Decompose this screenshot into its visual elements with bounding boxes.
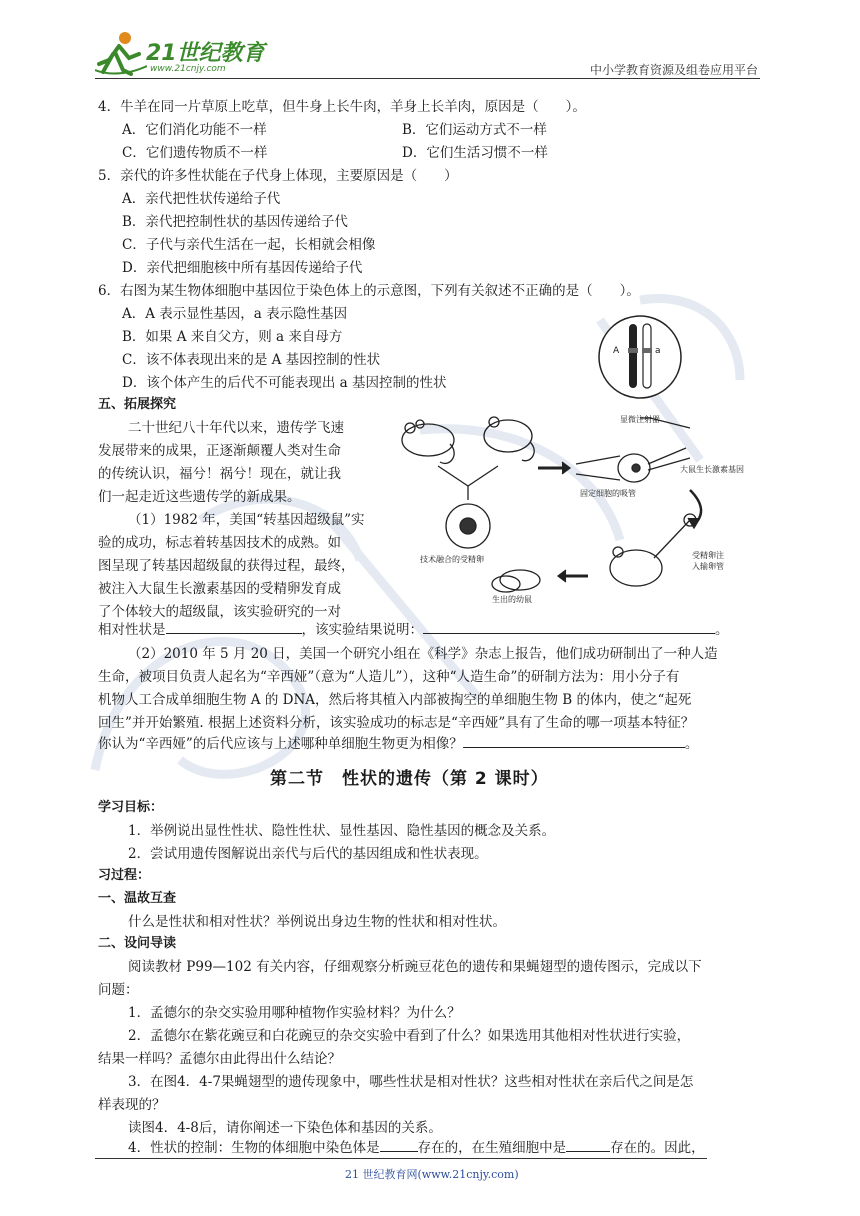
q4-stem: 4．牛羊在同一片草原上吃草，但牛身上长牛肉，羊身上长羊肉，原因是（ ）。 xyxy=(98,99,586,115)
guide-line-2: 问题： xyxy=(98,982,139,998)
extend-heading: 五、拓展探究 xyxy=(98,397,177,412)
chromosome-figure xyxy=(597,314,683,400)
guide-line-1: 阅读教材 P99—102 有关内容，仔细观察分析豌豆花色的遗传和果蝇翅型的遗传图示，完成以下 xyxy=(128,959,702,975)
label-baby-mice: 生出的幼鼠 xyxy=(492,595,532,604)
guide-q3-line1: 3．在图4．4-7果蝇翅型的遗传现象中，哪些性状是相对性状？这些相对性状在亲后代之间是怎 xyxy=(128,1074,694,1090)
header-rule xyxy=(95,78,760,79)
extend-p3-line1: （2）2010 年 5 月 20 日，美国一个研究小组在《科学》杂志上报告，他们成功研制出了一种人造 xyxy=(128,646,718,662)
process-heading: 习过程： xyxy=(98,868,151,883)
transgenic-diagram xyxy=(390,408,750,608)
q6-option-b: B．如果 A 来自父方，则 a 来自母方 xyxy=(122,329,343,345)
transgenic-mouse-figure xyxy=(390,408,750,608)
guide-q4 xyxy=(128,1137,705,1159)
guide-q3-line2: 样表现的？ xyxy=(98,1097,166,1113)
footer-rule xyxy=(95,1158,707,1159)
goals-heading: 学习目标： xyxy=(98,800,164,815)
q5-option-a: A．亲代把性状传递给子代 xyxy=(122,191,281,207)
somatic-pair-blank[interactable] xyxy=(380,1137,418,1152)
section-title: 第二节 性状的遗传（第 2 课时） xyxy=(270,769,549,789)
guide-heading: 二、设问导读 xyxy=(98,936,177,951)
q6-option-d: D．该个体产生的后代不可能表现出 a 基因控制的性状 xyxy=(122,375,447,391)
q4-option-c: C．它们遗传物质不一样 xyxy=(122,145,268,161)
q4-option-b: B．它们运动方式不一样 xyxy=(402,122,547,138)
q6-option-c: C．该不体表现出来的是 A 基因控制的性状 xyxy=(122,352,381,368)
label-fertilized-egg: 技术融合的受精卵 xyxy=(420,555,484,564)
extend-p3-line4: 回生”并开始繁殖. 根据上述资料分析，该实验成功的标志是“辛西娅”具有了生命的哪一项基本特征？ xyxy=(98,715,695,731)
logo-url: www.21cnjy.com xyxy=(150,64,226,74)
chromosome-diagram xyxy=(597,314,683,400)
extend-p2-line4: 被注入大鼠生长激素基因的受精卵发育成 xyxy=(98,581,341,597)
footer-text: 21 世纪教育网(www.21cnjy.com) xyxy=(345,1168,519,1181)
guide-q1: 1．孟德尔的杂交实验用哪种植物作实验材料？为什么？ xyxy=(128,1005,461,1021)
trait-prompt: 相对性状是 xyxy=(98,622,166,638)
review-text: 什么是性状和相对性状？举例说出身边生物的性状和相对性状。 xyxy=(128,914,506,930)
extend-p1-line1: 二十世纪八十年代以来，遗传学飞速 xyxy=(128,420,344,436)
extend-p3-line2: 生命，被项目负责人起名为“辛西娅”（意为“人造儿”），这种“人造生命”的研制方法为：用小分子有 xyxy=(98,669,680,685)
extend-p1-line3: 的传统认识，福兮！祸兮！现在，就让我 xyxy=(98,466,341,482)
extend-p2-line6 xyxy=(98,619,729,641)
period: 。 xyxy=(715,622,729,638)
guide-q2-line2: 结果一样吗？孟德尔由此得出什么结论？ xyxy=(98,1051,341,1067)
logo-text: 21世纪教育 xyxy=(146,41,265,66)
q5-option-c: C．子代与亲代生活在一起，长相就会相像 xyxy=(122,237,376,253)
extend-p3-line5 xyxy=(98,733,698,755)
similarity-prompt: 你认为“辛西娅”的后代应该与上述哪种单细胞生物更为相像？ xyxy=(98,736,463,752)
goal-2: 2．尝试用遗传图解说出亲代与后代的基因组成和性状表现。 xyxy=(128,846,488,862)
result-answer-blank[interactable] xyxy=(423,619,715,634)
q6-stem: 6．右图为某生物体细胞中基因位于染色体上的示意图，下列有关叙述不正确的是（ ）。 xyxy=(98,283,640,299)
q4-control-prompt: 4．性状的控制：生物的体细胞中染色体是 xyxy=(128,1140,380,1156)
q4-option-a: A．它们消化功能不一样 xyxy=(122,122,267,138)
trait-answer-blank[interactable] xyxy=(166,619,302,634)
label-oviduct-1: 受精卵注 xyxy=(692,551,724,560)
extend-p1-line2: 发展带来的成果，正逐渐颠覆人类对生命 xyxy=(98,443,341,459)
label-pipette: 固定细胞的吸管 xyxy=(580,489,636,498)
extend-p2-line3: 图呈现了转基因超级鼠的获得过程，最终， xyxy=(98,558,355,574)
label-microinjector: 显微注射器 xyxy=(620,415,660,424)
runner-logo-icon xyxy=(95,30,147,76)
extend-p2-line2: 验的成功，标志着转基因技术的成熟。如 xyxy=(98,535,341,551)
platform-name: 中小学教育资源及组卷应用平台 xyxy=(590,63,759,77)
q5-stem: 5．亲代的许多性状能在子代身上体现，主要原因是（ ） xyxy=(98,168,458,184)
review-heading: 一、温故互查 xyxy=(98,891,177,906)
q6-option-a: A．A 表示显性基因，a 表示隐性基因 xyxy=(122,306,348,322)
label-growth-gene: 大鼠生长激素基因 xyxy=(680,465,744,474)
period-2: 。 xyxy=(684,736,699,752)
extend-p2-line1: （1）1982 年，美国“转基因超级鼠”实 xyxy=(128,512,365,528)
gene-label-a: a xyxy=(655,346,661,356)
q4-control-end: 存在的。因此， xyxy=(610,1140,705,1156)
extend-p3-line3: 机物人工合成单细胞生物 A 的 DNA，然后将其植入内部被掏空的单细胞生物 B 的体内，使之“起死 xyxy=(98,692,692,708)
extend-p1-line4: 们一起走近这些遗传学的新成果。 xyxy=(98,489,301,505)
gene-label-A: A xyxy=(613,346,620,356)
goal-1: 1．举例说出显性性状、隐性性状、显性基因、隐性基因的概念及关系。 xyxy=(128,823,556,839)
guide-q2-line1: 2．孟德尔在紫花豌豆和白花豌豆的杂交实验中看到了什么？如果选用其他相对性状进行实验， xyxy=(128,1028,691,1044)
guide-q3-line3: 读图4．4-8后，请你阐述一下染色体和基因的关系。 xyxy=(128,1120,442,1136)
q4-option-d: D．它们生活习惯不一样 xyxy=(402,145,548,161)
extend-p2-line5: 了个体较大的超级鼠，该实验研究的一对 xyxy=(98,604,341,620)
result-prompt: ，该实验结果说明： xyxy=(301,622,423,638)
label-oviduct-2: 入输卵管 xyxy=(692,562,724,571)
q5-option-b: B．亲代把控制性状的基因传递给子代 xyxy=(122,214,348,230)
similarity-answer-blank[interactable] xyxy=(463,733,685,748)
q5-option-d: D．亲代把细胞核中所有基因传递给子代 xyxy=(122,260,363,276)
q4-control-mid: 存在的，在生殖细胞中是 xyxy=(417,1140,567,1156)
germ-cell-blank[interactable] xyxy=(566,1137,610,1152)
